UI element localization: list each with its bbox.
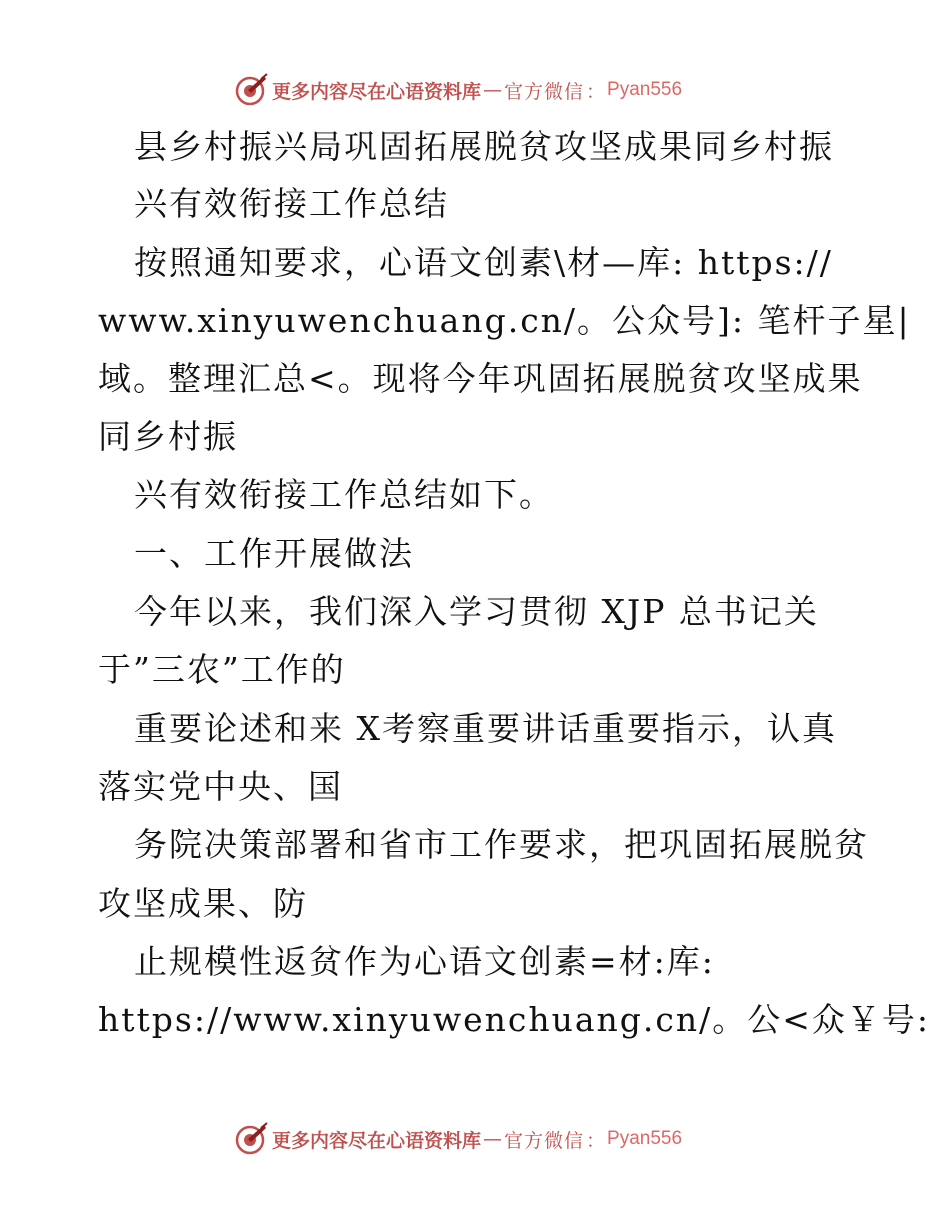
banner-separator: — — [483, 79, 503, 101]
banner-separator: — — [483, 1128, 503, 1150]
header-watermark-banner — [234, 72, 754, 108]
doc-line: 攻坚成果、防 — [98, 884, 308, 923]
banner-account: Pyan556 — [607, 79, 683, 100]
doc-line: www.xinyuwenchuang.cn/。公众号]: 笔杆子星| — [98, 301, 911, 340]
brand-logo-icon — [234, 73, 268, 107]
doc-line: 兴有效衔接工作总结如下。 — [134, 475, 554, 514]
doc-line-title-2: 兴有效衔接工作总结 — [134, 184, 449, 223]
doc-line: 于”三农”工作的 — [98, 650, 346, 689]
banner-wechat-label: 官方微信 — [504, 80, 585, 103]
doc-line-title-1: 县乡村振兴局巩固拓展脱贫攻坚成果同乡村振 — [134, 127, 834, 166]
doc-line: 务院决策部署和省市工作要求，把巩固拓展脱贫 — [134, 825, 869, 864]
doc-line: 重要论述和来 X考察重要讲话重要指示，认真 — [134, 709, 837, 748]
doc-line-heading: 一、工作开展做法 — [134, 534, 414, 573]
banner-brand-text: 更多内容尽在心语资料库 — [272, 80, 482, 103]
doc-line: 落实党中央、国 — [98, 767, 343, 806]
brand-logo-icon — [234, 1122, 268, 1156]
banner-colon: ： — [586, 80, 606, 103]
banner-account: Pyan556 — [607, 1128, 683, 1149]
doc-line: 按照通知要求，心语文创素\材—库: https:// — [134, 243, 833, 282]
doc-line: 止规模性返贫作为心语文创素=材:库: — [134, 942, 715, 981]
footer-watermark-banner — [234, 1121, 754, 1157]
doc-line: 域。整理汇总<。现将今年巩固拓展脱贫攻坚成果 — [98, 359, 863, 398]
banner-colon: ： — [586, 1129, 606, 1152]
doc-line: https://www.xinyuwenchuang.cn/。公<众￥号: — [98, 1000, 931, 1039]
doc-line: 今年以来，我们深入学习贯彻 XJP 总书记关 — [134, 592, 819, 631]
banner-wechat-label: 官方微信 — [504, 1129, 585, 1152]
banner-brand-text: 更多内容尽在心语资料库 — [272, 1129, 482, 1152]
doc-line: 同乡村振 — [98, 417, 238, 456]
